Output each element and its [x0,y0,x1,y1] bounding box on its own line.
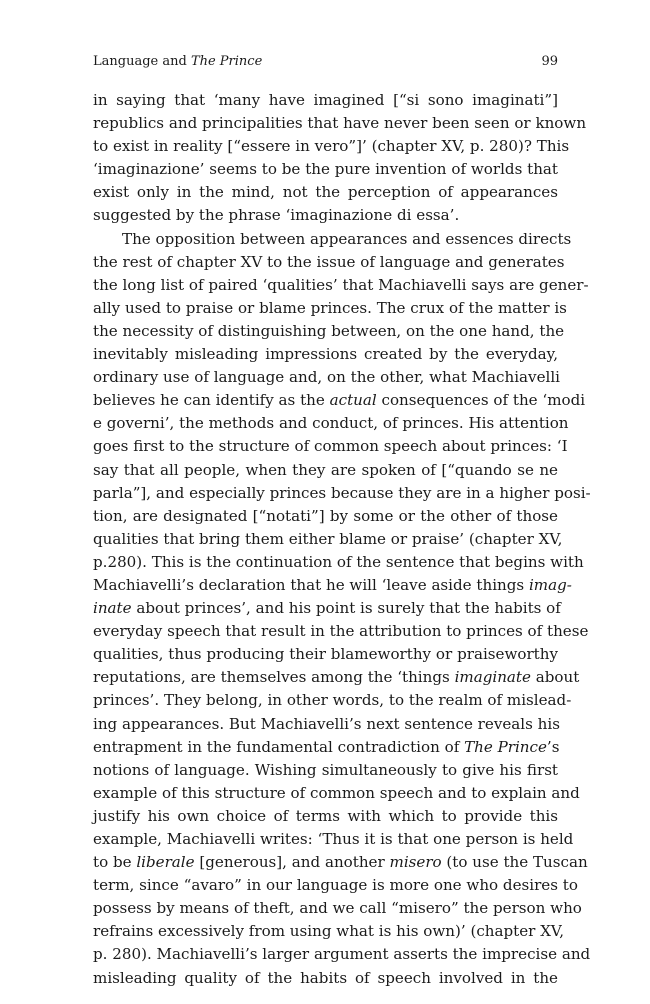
text-line [93,828,574,851]
text-segment: in saying that ‘many have imagined [“si sono imaginati”] [93,91,558,109]
italic-text: liberale [136,853,195,872]
text-segment: to exist in reality [“essere in vero”]’ (chapter XV, p. 280)? This [93,137,570,156]
text-segment: goes first to the structure of common speech about princes: ‘I [93,437,568,456]
text-line [93,482,591,505]
text-line [93,851,588,874]
text-line [93,297,567,320]
text-segment: [generous], and another [194,853,390,872]
text-segment: reputations, are themselves among the ‘things [93,668,455,687]
text-segment: p. 280). Machiavelli’s larger argument asserts the imprecise and [93,945,591,964]
text-line [93,389,586,412]
text-segment: about [530,668,580,687]
text-line [93,897,582,920]
page-number: 99 [541,54,558,69]
text-segment: about princes’, and his point is surely that the habits of [131,599,561,618]
running-head-title-italic: The Prince [190,54,263,69]
text-segment: Machiavelli’s declaration that he will ‘leave aside things [93,575,529,594]
text-line [93,759,558,782]
text-segment: say that all people, when they are spoken of [“quando se ne [93,460,558,479]
text-segment: princes’. They belong, in other words, to the realm of mislead- [93,691,572,710]
text-segment: qualities that bring them either blame or praise’ (chapter XV, [93,529,563,548]
text-line [93,528,563,551]
text-line [93,320,565,343]
text-segment: example, Machiavelli writes: ‘Thus it is that one person is held [93,830,574,848]
text-line [93,666,580,689]
text-line [93,343,558,366]
text-line [93,597,561,620]
text-line [93,505,558,528]
text-segment: ing appearances. But Machiavelli’s next sentence reveals his [93,714,560,733]
text-segment: p.280). This is the continuation of the sentence that begins with [93,552,584,571]
text-segment: suggested by the phrase ‘imaginazione di essa’. [93,206,460,225]
text-segment: e governi’, the methods and conduct, of princes. His attention [93,414,569,433]
text-segment: the rest of chapter XV to the issue of language and generates [93,252,565,271]
text-segment: example of this structure of common speech and to explain and [93,783,580,802]
text-line [93,713,558,736]
text-segment: ally used to praise or blame princes. The crux of the matter is [93,298,567,317]
text-line [93,620,589,643]
text-line [93,89,558,112]
text-line [93,874,578,897]
text-line [93,643,558,666]
text-segment: ordinary use of language and, on the other, what Machiavelli [93,368,560,387]
text-line [93,782,580,805]
text-segment: entrapment in the fundamental contradiction of [93,737,465,756]
text-line [93,412,569,435]
text-segment: the long list of paired ‘qualities’ that Machiavelli says are gener- [93,275,589,294]
text-segment: republics and principalities that have never been seen or known [93,114,587,133]
text-line [93,251,565,274]
text-segment: refrains excessively from using what is his own)’ (chapter XV, [93,922,564,941]
italic-text: inate [93,599,132,618]
text-line [93,435,568,458]
text-segment: tion, are designated [“notati”] by some or the other of those [93,506,558,525]
text-line [93,967,558,990]
text-line [93,181,558,204]
text-segment: everyday speech that result in the attribution to princes of these [93,622,589,641]
text-segment: parla”], and especially princes because they are in a higher posi- [93,483,591,502]
italic-text: actual [329,391,377,410]
text-segment: misleading quality of the habits of speech involved in the [93,968,558,987]
text-segment: believes he can identify as the [93,391,330,410]
text-line [93,228,572,251]
text-segment: ’s [546,737,560,756]
text-segment: (to use the Tuscan [441,853,588,872]
text-line [93,920,564,943]
text-line [93,943,591,966]
text-segment: consequences of the ‘modi [376,391,586,410]
text-line [93,112,587,135]
text-segment: ‘imaginazione’ seems to be the pure invention of worlds that [93,160,558,179]
text-segment: the necessity of distinguishing between, on the one hand, the [93,321,565,340]
text-line [93,805,558,828]
text-segment: notions of language. Wishing simultaneously to give his first [93,760,558,779]
text-line [93,736,558,759]
text-segment: qualities, thus producing their blameworthy or praiseworthy [93,645,558,664]
text-segment: justify his own choice of terms with which to provide this [93,806,558,825]
text-line [93,459,558,482]
text-line [93,366,558,389]
body-text [93,89,591,990]
text-line [93,551,584,574]
italic-text: misero [389,853,442,872]
italic-text: imag- [528,575,572,594]
text-segment: inevitably misleading impressions created by the everyday, [93,345,558,364]
text-line [93,135,570,158]
text-segment: term, since “avaro” in our language is more one who desires to [93,876,578,895]
text-line [93,158,558,181]
italic-text: imaginate [454,668,531,687]
text-line [93,204,558,227]
text-line [93,574,572,597]
text-segment: possess by means of theft, and we call “misero” the person who [93,899,582,918]
text-segment: The opposition between appearances and essences directs [122,229,572,248]
text-segment: exist only in the mind, not the perception of appearances [93,183,558,202]
italic-text: The Prince [464,737,547,756]
text-segment: to be [93,853,137,872]
text-line [93,274,589,297]
running-head-title: Language and The Prince [93,54,263,69]
text-line [93,689,572,712]
